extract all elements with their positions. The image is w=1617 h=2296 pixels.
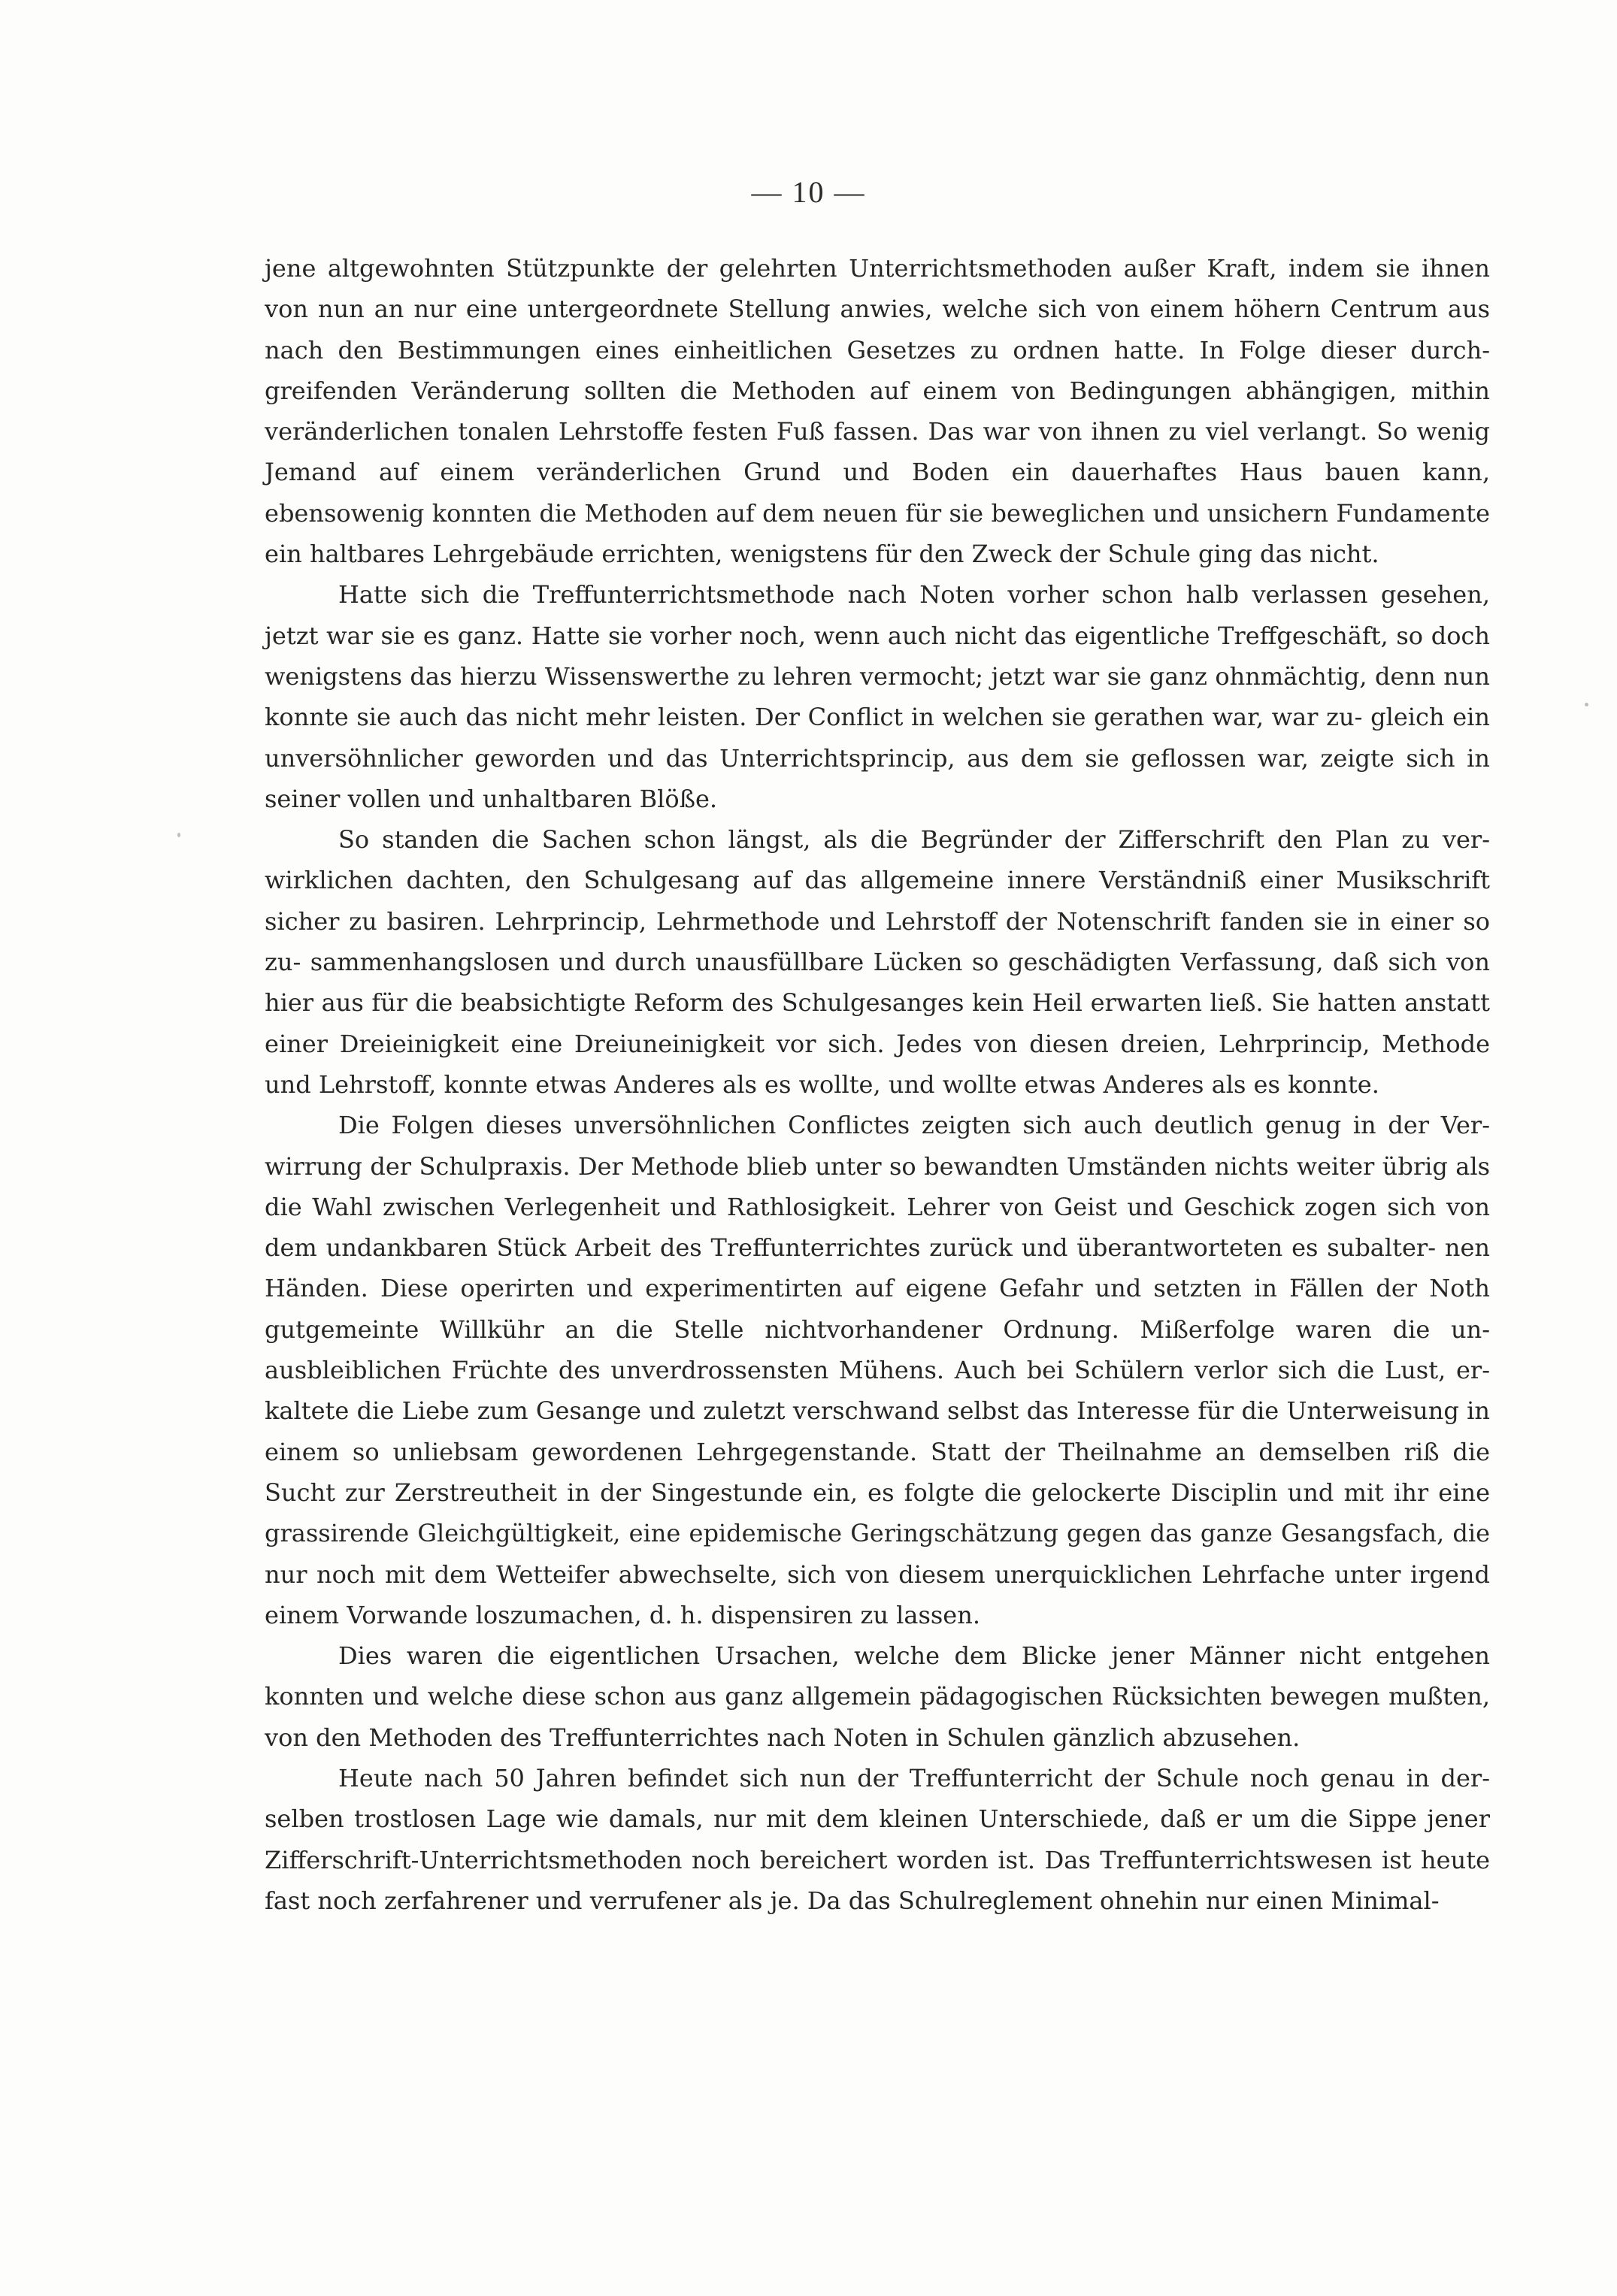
body-text	[265, 248, 1490, 1921]
scan-speck	[177, 833, 180, 837]
scan-speck	[1585, 703, 1588, 706]
paragraph: So standen die Sachen schon längst, als die Begründer der Zifferschrift den Plan zu ver- wirklichen dachten, den Schulgesang auf das allgemeine innere Verständniß einer Musikschrift sicher zu basiren. Lehrprincip, Lehrmethode und Lehrstoff der Notenschrift fanden sie in einer so zu- sammenhangslosen und durch unausfüllbare Lücken so geschädigten Verfassung, daß sich von hier aus für die beabsichtigte Reform des Schulgesanges kein Heil erwarten ließ. Sie hatten anstatt einer Dreieinigkeit eine Dreiuneinigkeit vor sich. Jedes von diesen dreien, Lehrprincip, Methode und Lehrstoff, konnte etwas Anderes als es wollte, und wollte etwas Anderes als es konnte.	[265, 825, 1490, 1099]
page-number: — 10 —	[751, 175, 866, 209]
paragraph: Hatte sich die Treffunterrichtsmethode nach Noten vorher schon halb verlassen gesehen, jetzt war sie es ganz. Hatte sie vorher noch, wenn auch nicht das eigentliche Treffgeschäft, so doch wenigstens das hierzu Wissenswerthe zu lehren vermocht; jetzt war sie ganz ohnmächtig, denn nun konnte sie auch das nicht mehr leisten. Der Conflict in welchen sie gerathen war, war zu- gleich ein unversöhnlicher geworden und das Unterrichtsprincip, aus dem sie geflossen war, zeigte sich in seiner vollen und unhaltbaren Blöße.	[265, 580, 1490, 813]
paragraph: Heute nach 50 Jahren befindet sich nun der Treffunterricht der Schule noch genau in der- selben trostlosen Lage wie damals, nur mit dem kleinen Unterschiede, daß er um die Sippe jener Zifferschrift-Unterrichtsmethoden noch bereichert worden ist. Das Treffunterrichtswesen ist heute fast noch zerfahrener und verrufener als je. Da das Schulreglement ohnehin nur einen Minimal-	[265, 1763, 1490, 1915]
paragraph: Die Folgen dieses unversöhnlichen Conflictes zeigten sich auch deutlich genug in der Ver- wirrung der Schulpraxis. Der Methode blieb unter so bewandten Umständen nichts weiter übrig als die Wahl zwischen Verlegenheit und Rathlosigkeit. Lehrer von Geist und Geschick zogen sich von dem undankbaren Stück Arbeit des Treffunterrichtes zurück und überantworteten es subalter- nen Händen. Diese operirten und experimentirten auf eigene Gefahr und setzten in Fällen der Noth gutgemeinte Willkühr an die Stelle nichtvorhandener Ordnung. Mißerfolge waren die un- ausbleiblichen Früchte des unverdrossensten Mühens. Auch bei Schülern verlor sich die Lust, er- kaltete die Liebe zum Gesange und zuletzt verschwand selbst das Interesse für die Unterweisung in einem so unliebsam gewordenen Lehrgegenstande. Statt der Theilnahme an demselben riß die Sucht zur Zerstreutheit in der Singestunde ein, es folgte die gelockerte Disciplin und mit ihr eine grassirende Gleichgültigkeit, eine epidemische Geringschätzung gegen das ganze Gesangsfach, die nur noch mit dem Wetteifer abwechselte, sich von diesem unerquicklichen Lehrfache unter irgend einem Vorwande loszumachen, d. h. dispensiren zu lassen.	[265, 1111, 1490, 1629]
paragraph: Dies waren die eigentlichen Ursachen, welche dem Blicke jener Männer nicht entgehen konnten und welche diese schon aus ganz allgemein pädagogischen Rücksichten bewegen mußten, von den Methoden des Treffunterrichtes nach Noten in Schulen gänzlich abzusehen.	[265, 1641, 1490, 1752]
paragraph-continuation: jene altgewohnten Stützpunkte der gelehrten Unterrichtsmethoden außer Kraft, indem sie ihnen von nun an nur eine untergeordnete Stellung anwies, welche sich von einem höhern Centrum aus nach den Bestimmungen eines einheitlichen Gesetzes zu ordnen hatte. In Folge dieser durch- greifenden Veränderung sollten die Methoden auf einem von Bedingungen abhängigen, mithin veränderlichen tonalen Lehrstoffe festen Fuß fassen. Das war von ihnen zu viel verlangt. So wenig Jemand auf einem veränderlichen Grund und Boden ein dauerhaftes Haus bauen kann, ebensowenig konnten die Methoden auf dem neuen für sie beweglichen und unsichern Fundamente ein haltbares Lehrgebäude errichten, wenigstens für den Zweck der Schule ging das nicht.	[265, 254, 1490, 569]
